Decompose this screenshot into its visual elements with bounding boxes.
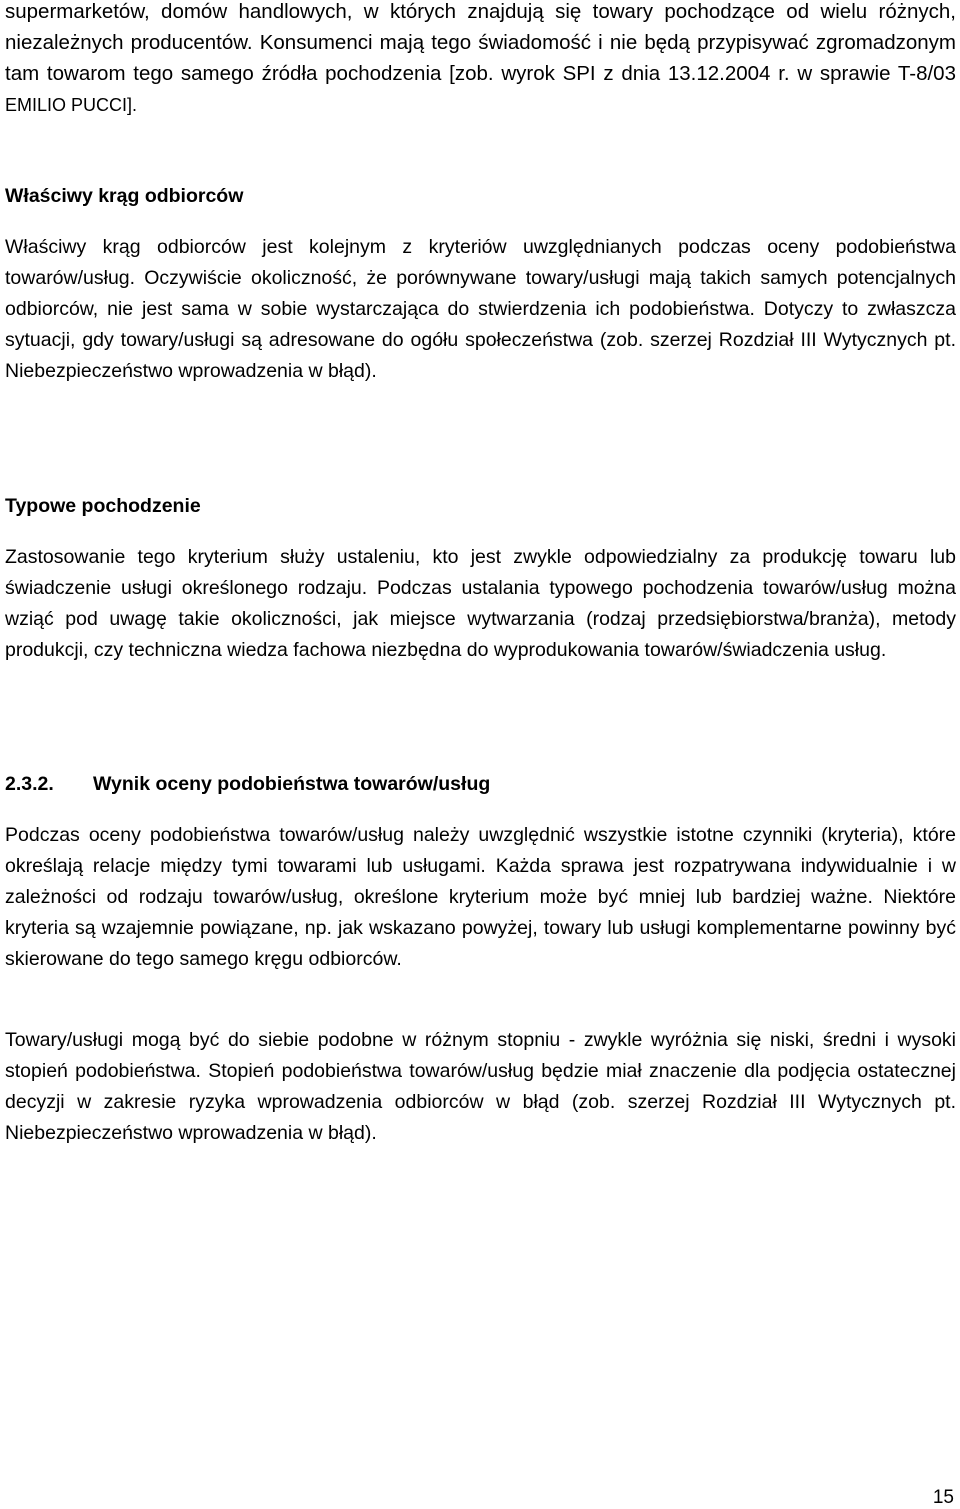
heading-result <box>5 770 490 798</box>
heading-usual-origin: Typowe pochodzenie <box>5 495 201 517</box>
intro-tail: EMILIO PUCCI]. <box>5 95 138 115</box>
intro-paragraph <box>5 0 956 121</box>
intro-text: supermarketów, domów handlowych, w których znajdują się towary pochodzące od wielu różnych, niezależnych producentów. Konsumenci mają tego świadomość i nie będą przypisywać zgromadzonym tam towarom tego samego źródła pochodzenia [zob. wyrok SPI z dnia 13.12.2004 r. w sprawie T-8/03 <box>5 0 956 85</box>
section-number: 2.3.2. <box>5 773 54 795</box>
paragraph-relevant-public: Właściwy krąg odbiorców jest kolejnym z kryteriów uwzględnianych podczas oceny podobieństwa towarów/usług. Oczywiście okoliczność, że porównywane towary/usługi mają takich samych potencjalnych odbiorców, nie jest sama w sobie wystarczająca do stwierdzenia ich podobieństwa. Dotyczy to zwłaszcza sytuacji, gdy towary/usługi są adresowane do ogółu społeczeństwa (zob. szerzej Rozdział III Wytycznych pt. Niebezpieczeństwo wprowadzenia w błąd). <box>5 236 956 382</box>
paragraph-usual-origin: Zastosowanie tego kryterium służy ustaleniu, kto jest zwykle odpowiedzialny za produkcję towaru lub świadczenie usługi określonego rodzaju. Podczas ustalania typowego pochodzenia towarów/usług można wziąć pod uwagę takie okoliczności, jak miejsce wytwarzania (rodzaj przedsiębiorstwa/branża), metody produkcji, czy techniczna wiedza fachowa niezbędna do wyprodukowania towarów/świadczenia usług. <box>5 546 956 661</box>
paragraph-result-2: Towary/usługi mogą być do siebie podobne w różnym stopniu - zwykle wyróżnia się niski, średni i wysoki stopień podobieństwa. Stopień podobieństwa towarów/usług będzie miał znaczenie dla podjęcia ostatecznej decyzji w zakresie ryzyka wprowadzenia odbiorców w błąd (zob. szerzej Rozdział III Wytycznych pt. Niebezpieczeństwo wprowadzenia w błąd). <box>5 1029 956 1144</box>
page-number: 15 <box>932 1487 954 1508</box>
section-title: Wynik oceny podobieństwa towarów/usług <box>93 773 491 795</box>
paragraph-result-1: Podczas oceny podobieństwa towarów/usług należy uwzględnić wszystkie istotne czynniki (kryteria), które określają relacje między tymi towarami lub usługami. Każda sprawa jest rozpatrywana indywidualnie i w zależności od rodzaju towarów/usług, określone kryterium może być mniej lub bardziej ważne. Niektóre kryteria są wzajemnie powiązane, np. jak wskazano powyżej, towary lub usługi komplementarne powinny być skierowane do tego samego kręgu odbiorców. <box>5 824 956 970</box>
heading-relevant-public: Właściwy krąg odbiorców <box>5 185 244 207</box>
